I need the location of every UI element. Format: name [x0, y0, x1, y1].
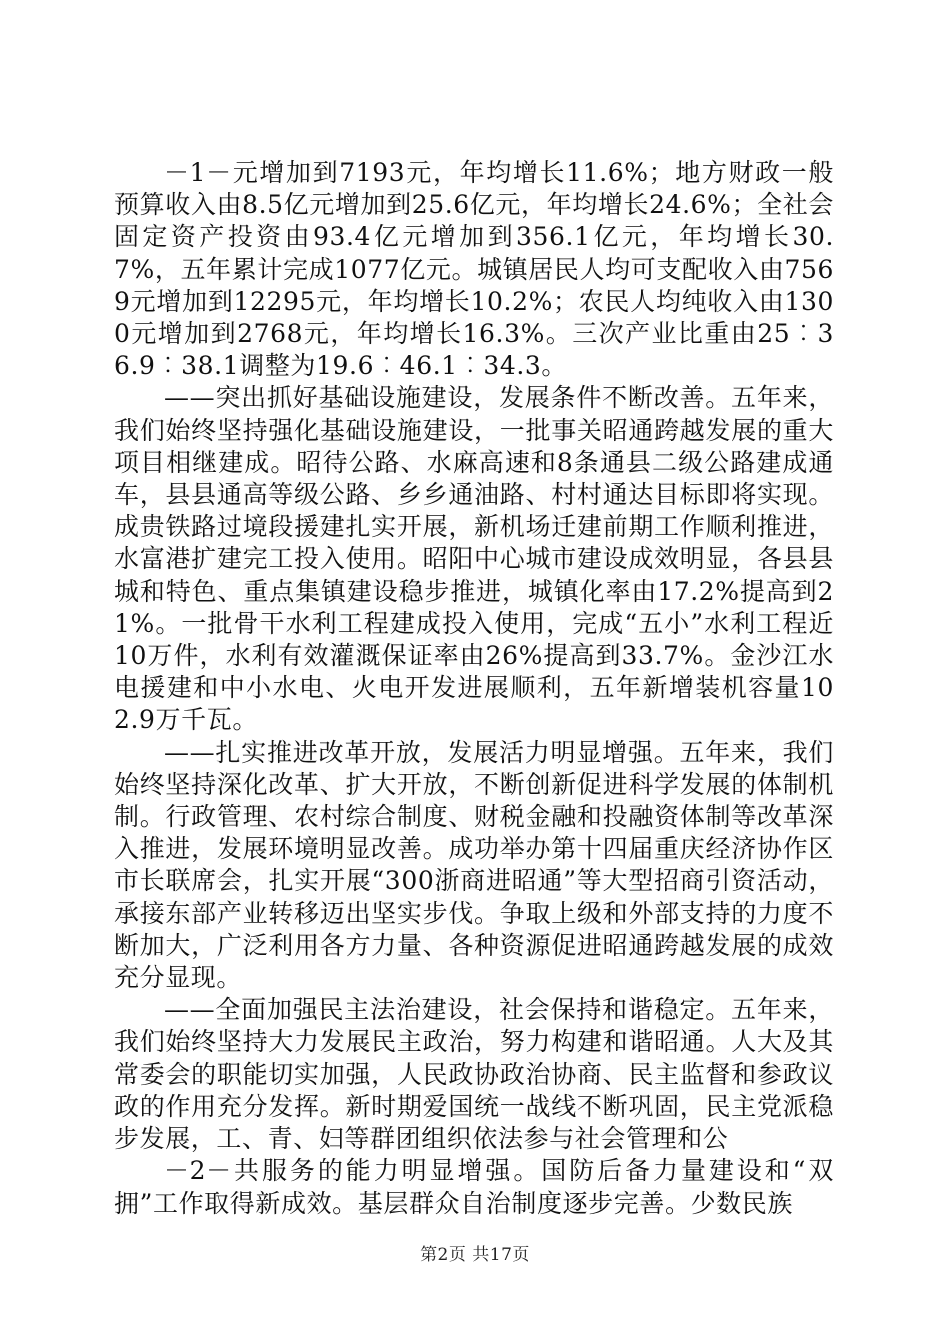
paragraph-democracy-law: ——全面加强民主法治建设，社会保持和谐稳定。五年来，我们始终坚持大力发展民主政治，努力构建和谐昭通。人大及其常委会的职能切实加强，人民政协政治协商、民主监督和参政议政的作用充分发挥。新时期爱国统一战线不断巩固，民主党派稳步发展，工、青、妇等群团组织依法参与社会管理和公 [114, 995, 834, 1154]
paragraph-economic-growth: －1－元增加到7193元，年均增长11.6%；地方财政一般预算收入由8.5亿元增加到25.6亿元，年均增长24.6%；全社会固定资产投资由93.4亿元增加到356.1亿元，年均增长30.7%，五年累计完成1077亿元。城镇居民人均可支配收入由7569元增加到12295元，年均增长10.2%；农民人均纯收入由1300元增加到2768元，年均增长16.3%。三次产业比重由25︰36.9︰38.1调整为19.6︰46.1︰34.3。 [114, 158, 834, 381]
paragraph-public-service: －2－共服务的能力明显增强。国防后备力量建设和“双拥”工作取得新成效。基层群众自治制度逐步完善。少数民族 [114, 1156, 834, 1218]
document-body [114, 157, 834, 1220]
paragraph-reform-opening: ——扎实推进改革开放，发展活力明显增强。五年来，我们始终坚持深化改革、扩大开放，不断创新促进科学发展的体制机制。行政管理、农村综合制度、财税金融和投融资体制等改革深入推进，发展环境明显改善。成功举办第十四届重庆经济协作区市长联席会，扎实开展“300浙商进昭通”等大型招商引资活动，承接东部产业转移迈出坚实步伐。争取上级和外部支持的力度不断加大，广泛利用各方力量、各种资源促进昭通跨越发展的成效充分显现。 [114, 737, 834, 993]
page-footer: 第2页 共17页 [420, 1245, 530, 1265]
paragraph-infrastructure: ——突出抓好基础设施建设，发展条件不断改善。五年来，我们始终坚持强化基础设施建设，一批事关昭通跨越发展的重大项目相继建成。昭待公路、水麻高速和8条通县二级公路建成通车，县县通高等级公路、乡乡通油路、村村通达目标即将实现。成贵铁路过境段援建扎实开展，新机场迁建前期工作顺利推进，水富港扩建完工投入使用。昭阳中心城市建设成效明显，各县县城和特色、重点集镇建设稳步推进，城镇化率由17.2%提高到21%。一批骨干水利工程建成投入使用，完成“五小”水利工程近10万件，水利有效灌溉保证率由26%提高到33.7%。金沙江水电援建和中小水电、火电开发进展顺利，五年新增装机容量102.9万千瓦。 [114, 383, 834, 735]
